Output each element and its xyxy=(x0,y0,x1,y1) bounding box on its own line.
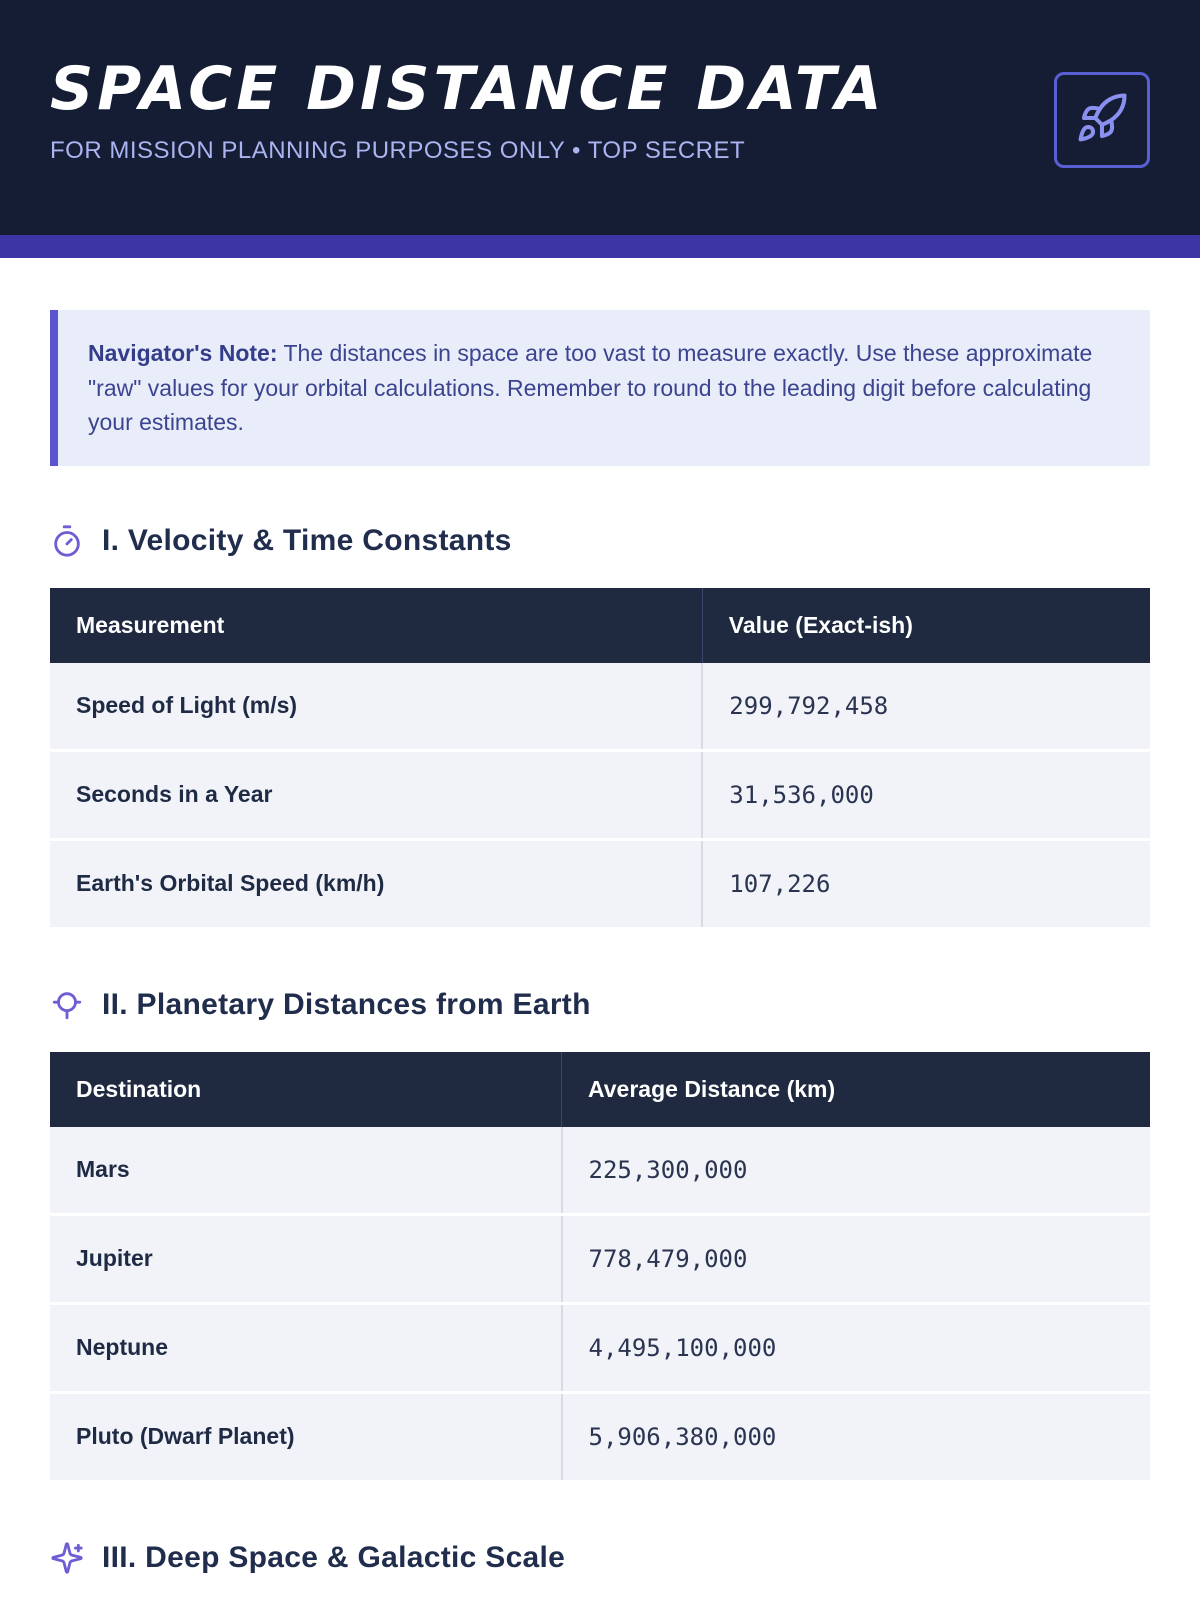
row-label: Mars xyxy=(50,1127,562,1215)
section-1-title: I. Velocity & Time Constants xyxy=(102,523,512,557)
row-value: 299,792,458 xyxy=(702,663,1150,751)
sparkles-icon xyxy=(50,1541,84,1575)
table-row xyxy=(50,750,1150,839)
section-3-heading xyxy=(50,1541,1150,1575)
row-value: 5,906,380,000 xyxy=(562,1392,1151,1481)
row-label: Neptune xyxy=(50,1303,562,1392)
page-subtitle: FOR MISSION PLANNING PURPOSES ONLY • TOP SECRET xyxy=(50,137,746,164)
section-2-heading xyxy=(50,988,1150,1022)
table-row xyxy=(50,1392,1150,1481)
navigator-note xyxy=(50,310,1150,466)
table-header-row xyxy=(50,588,1150,663)
column-header: Measurement xyxy=(50,588,702,663)
section-3-title: III. Deep Space & Galactic Scale xyxy=(102,1540,566,1574)
table-header-row xyxy=(50,1052,1150,1127)
row-value: 31,536,000 xyxy=(702,750,1150,839)
section-2-title: II. Planetary Distances from Earth xyxy=(102,987,591,1021)
row-label: Pluto (Dwarf Planet) xyxy=(50,1392,562,1481)
velocity-time-table xyxy=(50,588,1150,930)
rocket-badge xyxy=(1054,72,1150,168)
row-label: Seconds in a Year xyxy=(50,750,702,839)
table-row xyxy=(50,1214,1150,1303)
table-row xyxy=(50,1303,1150,1392)
table-row xyxy=(50,839,1150,928)
column-header: Value (Exact-ish) xyxy=(702,588,1150,663)
rocket-icon xyxy=(1075,91,1129,150)
note-text: The distances in space are too vast to measure exactly. Use these approximate "raw" values for your orbital calculations. Remember to round to the leading digit before calculating your estimates. xyxy=(88,340,1093,435)
planet-icon xyxy=(50,988,84,1022)
accent-bar xyxy=(0,235,1200,258)
row-value: 4,495,100,000 xyxy=(562,1303,1151,1392)
page-title: SPACE DISTANCE DATA xyxy=(50,54,886,124)
stopwatch-icon xyxy=(50,524,84,558)
row-value: 778,479,000 xyxy=(562,1214,1151,1303)
column-header: Destination xyxy=(50,1052,562,1127)
row-value: 225,300,000 xyxy=(562,1127,1151,1215)
row-label: Jupiter xyxy=(50,1214,562,1303)
row-label: Earth's Orbital Speed (km/h) xyxy=(50,839,702,928)
row-value: 107,226 xyxy=(702,839,1150,928)
planetary-distance-table xyxy=(50,1052,1150,1483)
row-label: Speed of Light (m/s) xyxy=(50,663,702,751)
section-1-heading xyxy=(50,524,1150,558)
main-content xyxy=(0,310,1200,1575)
column-header: Average Distance (km) xyxy=(562,1052,1151,1127)
page-header xyxy=(0,0,1200,235)
table-row xyxy=(50,663,1150,751)
table-row xyxy=(50,1127,1150,1215)
note-label: Navigator's Note: xyxy=(88,340,278,366)
